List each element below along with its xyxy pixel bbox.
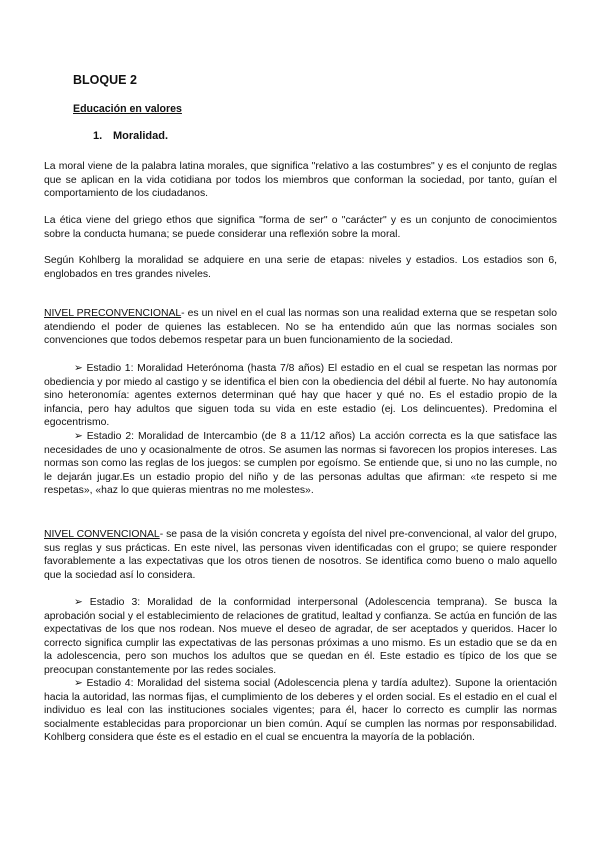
section-heading xyxy=(93,130,168,142)
paragraph-estadio-3 xyxy=(44,596,557,678)
paragraph-kohlberg: Según Kohlberg la moralidad se adquiere en una serie de etapas: niveles y estadios. Los estadios son 6, englobados en tres grandes niveles. xyxy=(44,255,557,280)
paragraph-preconvencional xyxy=(44,307,557,348)
arrow-bullet-icon: ➢ xyxy=(74,363,83,374)
level-text-convencional: - se pasa de la visión concreta y egoísta del nivel pre-convencional, al valor del grupo, sus reglas y sus prácticas. En este nivel, las personas viven identificadas con el grupo; se quiere responder favorablemente a las expectativas que los otros tienen de nosotros. Se identifica como bueno o malo aquello que la sociedad así lo considera. xyxy=(44,529,558,581)
paragraph-etica: La ética viene del griego ethos que significa "forma de ser" o "carácter" y es un conjunto de conocimientos sobre la conducta humana; se puede considerar una reflexión sobre la moral. xyxy=(44,215,557,240)
document-title: BLOQUE 2 xyxy=(73,73,137,87)
level-label-convencional: NIVEL CONVENCIONAL xyxy=(44,529,160,540)
estadio-2-text: Estadio 2: Moralidad de Intercambio (de 8 a 11/12 años) La acción correcta es la que satisface las necesidades de uno y ocasionalmente de otros. Se asumen las normas si favorecen los propios intereses. Las normas son como las reglas de los juegos: se cumplen por egoísmo. Se entiende que, si uno no las cumple, no le dejarán jugar.Es un estadio propio del niño y de las personas adultas que afirman: «te respeto si me respetas», «haz lo que quieras mientras no me molestes». xyxy=(44,431,557,497)
document-subtitle: Educación en valores xyxy=(73,103,182,115)
paragraph-estadio-4 xyxy=(44,677,557,745)
paragraph-estadio-2 xyxy=(44,430,557,498)
section-title: Moralidad. xyxy=(113,130,169,142)
arrow-bullet-icon: ➢ xyxy=(74,597,83,608)
level-text-preconvencional: - es un nivel en el cual las normas son una realidad externa que se respetan solo atendiendo el poder de quienes las establecen. No se ha entendido aún que las normas sociales son convenciones que todos debemos respetar para un buen funcionamiento de la sociedad. xyxy=(44,308,557,347)
estadio-1-text: Estadio 1: Moralidad Heterónoma (hasta 7/8 años) El estadio en el cual se respetan las normas por obediencia y por miedo al castigo y se identifica el bien con la obediencia del débil al fuerte. No hay autonomía sino heteronomía: agentes externos determinan qué hay que hacer y qué no. Es el estadio propio de la infancia, pero hay adultos que siguen toda su vida en este estadio (ej. Los delincuentes). Predomina el egocentrismo. xyxy=(44,363,557,429)
arrow-bullet-icon: ➢ xyxy=(74,678,83,689)
section-number: 1. xyxy=(93,130,103,142)
paragraph-estadio-1 xyxy=(44,362,557,430)
estadio-3-text: Estadio 3: Moralidad de la conformidad interpersonal (Adolescencia temprana). Se busca la aprobación social y el establecimiento de relaciones de gratitud, lealtad y confianza. Se actúa en función de las expectativas de los que nos rodean. Nos mueve el deseo de agradar, de ser aceptados y queridos. Hacer lo correcto significa cumplir las expectativas de las personas próximas a uno mismo. Es un estadio que se da en la adolescencia, pero son muchos los adultos que se quedan en él. Este estadio es típico de los que se preocupan constantemente por las redes sociales. xyxy=(44,597,558,676)
paragraph-moral: La moral viene de la palabra latina morales, que significa "relativo a las costumbres" y es el conjunto de reglas que se aplican en la vida cotidiana por todos los miembros que conforman la sociedad, por tanto, guían el comportamiento de los ciudadanos. xyxy=(44,161,557,200)
paragraph-convencional xyxy=(44,528,557,582)
level-label-preconvencional: NIVEL PRECONVENCIONAL xyxy=(44,308,182,319)
estadio-4-text: Estadio 4: Moralidad del sistema social (Adolescencia plena y tardía adultez). Supone la orientación hacia la autoridad, las normas fijas, el cumplimiento de los deberes y el orden social. Es el estadio en el cual el individuo es leal con las instituciones sociales vigentes; para él, hacer lo correcto es cumplir las normas socialmente establecidas para proporcionar un bien común. Aquí se cumplen las normas por responsabilidad. Kohlberg considera que éste es el estadio en el cual se encuentra la mayoría de la población. xyxy=(44,678,557,744)
arrow-bullet-icon: ➢ xyxy=(74,431,83,442)
